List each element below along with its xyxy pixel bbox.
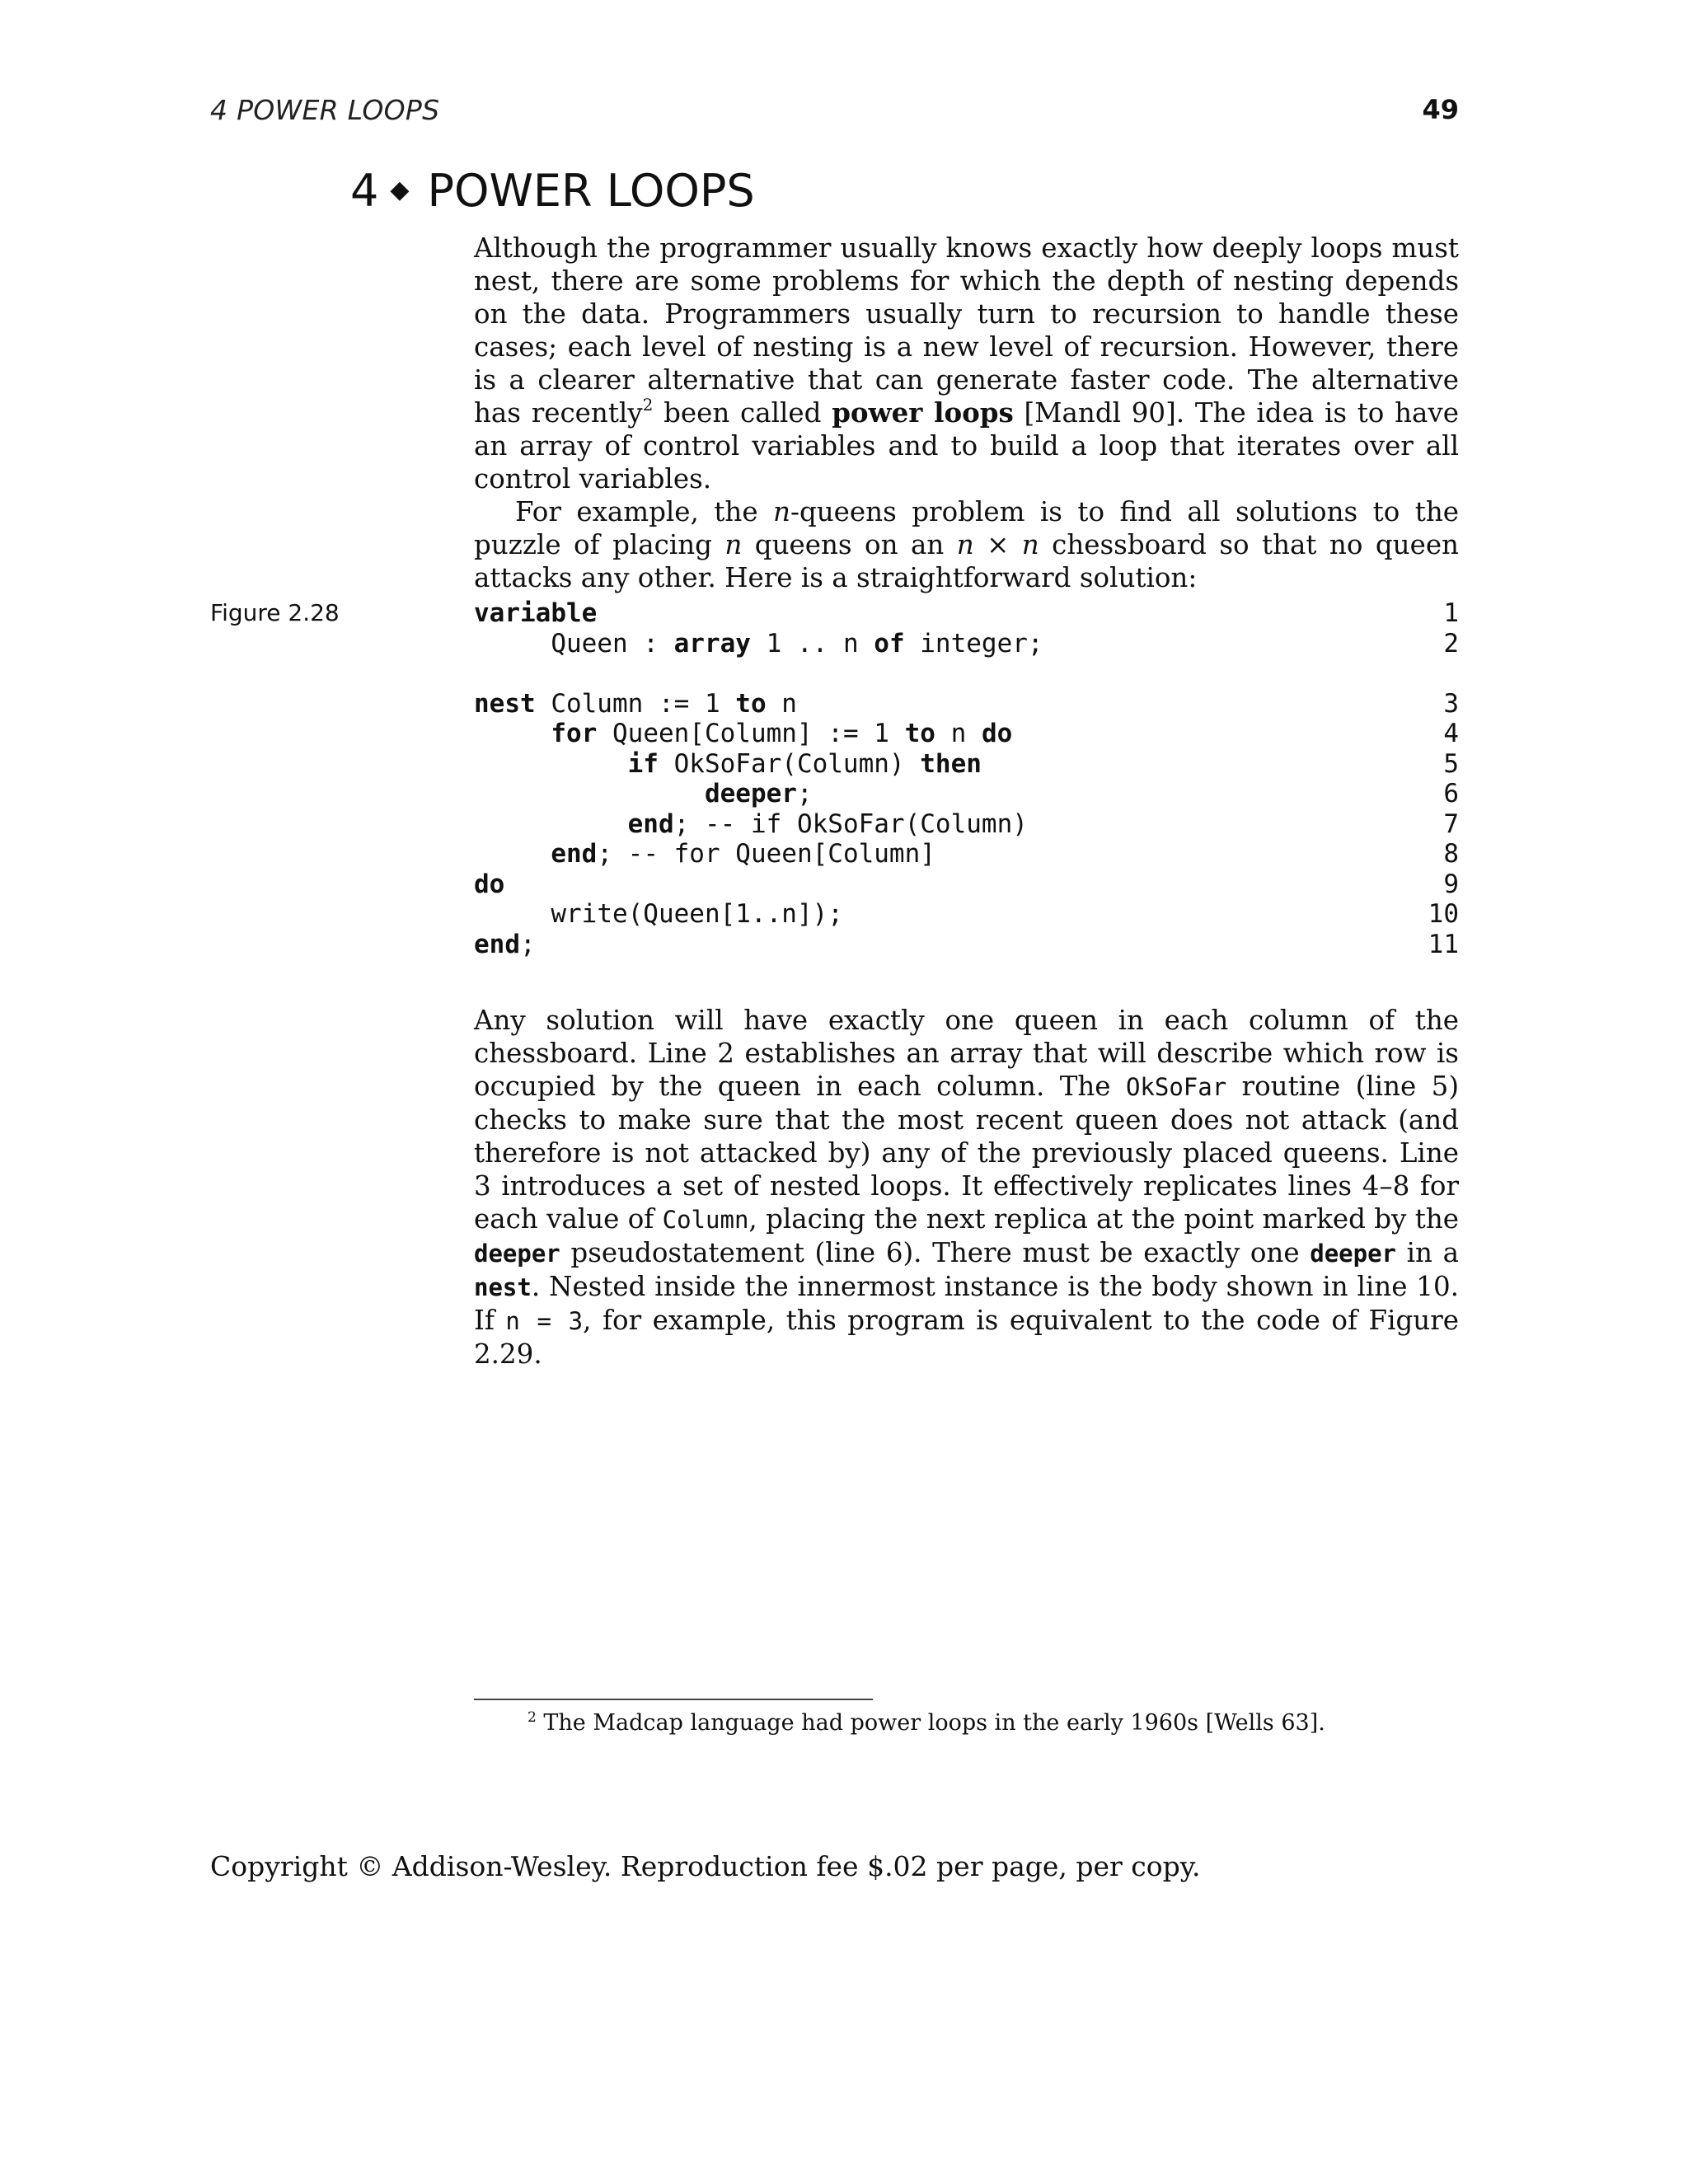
code-token: ; -- if OkSoFar(Column) bbox=[673, 808, 1028, 839]
inline-code: nest bbox=[474, 1273, 532, 1301]
code-token bbox=[474, 719, 551, 748]
code-line bbox=[474, 930, 1459, 960]
code-line bbox=[474, 839, 1459, 869]
text-run: . Nested inside the innermost instance is the body shown in line 10. If bbox=[474, 1271, 1459, 1336]
code-line bbox=[474, 869, 1459, 900]
footnote-rule bbox=[474, 1699, 873, 1700]
code-keyword: variable bbox=[474, 598, 598, 628]
text-run: For example, the bbox=[515, 496, 774, 527]
code-line bbox=[474, 809, 1459, 840]
code-token bbox=[474, 629, 551, 658]
section-number: 4 bbox=[350, 165, 379, 217]
code-token: Column := 1 bbox=[535, 688, 736, 719]
code-text bbox=[474, 749, 982, 779]
code-keyword: end bbox=[551, 839, 598, 869]
explanation-text bbox=[474, 1004, 1459, 1371]
text-run: routine (line 5) checks to make sure that the most recent queen does not attack (and therefore is not attacked by) any of the previously placed queens. Line 3 introduces a set of nested loops. It effectively replicates lines 4–8 for each value of bbox=[474, 1071, 1459, 1235]
intro-text bbox=[474, 232, 1459, 594]
line-number: 3 bbox=[1443, 688, 1459, 719]
line-number: 11 bbox=[1428, 929, 1459, 959]
math-var: n bbox=[956, 529, 974, 560]
code-keyword: array bbox=[673, 628, 751, 658]
code-keyword: to bbox=[735, 688, 767, 719]
defined-term: power loops bbox=[832, 396, 1014, 429]
copyright-notice: Copyright © Addison-Wesley. Reproduction fee $.02 per page, per copy. bbox=[210, 1850, 1201, 1882]
code-keyword: deeper bbox=[704, 779, 797, 808]
code-keyword: for bbox=[551, 719, 598, 748]
code-token: ; bbox=[796, 779, 813, 808]
text-run: pseudostatement (line 6). There must be exactly one bbox=[560, 1237, 1311, 1268]
text-run: queens on an bbox=[742, 529, 957, 560]
code-line bbox=[474, 629, 1459, 659]
text-run: Although the programmer usually knows exactly how deeply loops must nest, there are some problems for which the depth of nesting depends on the data. Programmers usually turn to recursion to handle these cases; each level of nesting is a new level of recursion. However, there is a clearer alternative that can generate faster code. The alternative has recently bbox=[474, 232, 1459, 429]
math-var: n bbox=[1021, 529, 1039, 560]
line-number: 6 bbox=[1443, 779, 1459, 808]
code-token: Queen : bbox=[551, 628, 674, 658]
code-keyword: if bbox=[627, 748, 659, 779]
code-token: integer; bbox=[904, 628, 1043, 658]
code-text bbox=[474, 629, 1043, 658]
explanation-paragraph bbox=[474, 1004, 1459, 1371]
code-text bbox=[474, 899, 843, 929]
line-number: 5 bbox=[1443, 748, 1459, 779]
code-token: Queen[Column] := 1 bbox=[597, 719, 905, 748]
times-symbol: × bbox=[973, 529, 1022, 560]
footnote-mark: 2 bbox=[528, 1709, 537, 1726]
code-token: ; bbox=[520, 929, 536, 959]
code-keyword: end bbox=[474, 929, 520, 959]
intro-paragraph-2 bbox=[474, 495, 1459, 594]
line-number: 9 bbox=[1443, 869, 1459, 899]
inline-code: n = 3 bbox=[505, 1307, 584, 1335]
inline-code: deeper bbox=[474, 1240, 560, 1268]
code-token bbox=[474, 809, 628, 839]
code-keyword: end bbox=[627, 808, 674, 839]
text-run: [Mandl 90]. The idea is to have an array of control variables and to build a loop that iterates over all control variables. bbox=[474, 397, 1459, 494]
math-var: n bbox=[724, 529, 743, 560]
inline-code: Column bbox=[662, 1206, 749, 1234]
code-listing bbox=[474, 598, 1459, 959]
text-run: -queens problem is to find all solutions to the puzzle of placing bbox=[474, 496, 1459, 560]
code-text bbox=[474, 779, 813, 808]
code-line bbox=[474, 689, 1459, 719]
code-keyword: to bbox=[904, 719, 935, 748]
section-heading bbox=[350, 165, 755, 217]
code-keyword: nest bbox=[474, 688, 536, 719]
code-line bbox=[474, 779, 1459, 809]
line-number: 4 bbox=[1443, 719, 1459, 748]
text-run: chessboard so that no queen attacks any other. Here is a straightforward solution: bbox=[474, 529, 1459, 593]
code-token: OkSoFar(Column) bbox=[658, 748, 921, 779]
code-blank-line bbox=[474, 658, 1459, 689]
footnote bbox=[528, 1710, 1325, 1736]
line-number: 1 bbox=[1443, 598, 1459, 628]
code-keyword: of bbox=[874, 628, 905, 658]
text-run: , placing the next replica at the point marked by the bbox=[748, 1203, 1459, 1235]
diamond-icon: ◆ bbox=[390, 176, 410, 204]
code-token: n bbox=[935, 719, 982, 748]
line-number: 7 bbox=[1443, 808, 1459, 839]
section-title: POWER LOOPS bbox=[427, 165, 755, 217]
line-number: 2 bbox=[1443, 628, 1459, 658]
inline-code: OkSoFar bbox=[1125, 1073, 1227, 1101]
code-token bbox=[474, 899, 551, 929]
code-line bbox=[474, 719, 1459, 749]
code-token bbox=[474, 749, 628, 779]
footnote-ref: 2 bbox=[642, 395, 654, 415]
code-keyword: then bbox=[920, 748, 982, 779]
code-token: ; -- for Queen[Column] bbox=[597, 839, 935, 869]
intro-paragraph-1 bbox=[474, 232, 1459, 495]
code-keyword: do bbox=[981, 719, 1013, 748]
code-text bbox=[474, 869, 504, 899]
text-run: been called bbox=[653, 397, 832, 429]
code-line bbox=[474, 598, 1459, 629]
code-text bbox=[474, 719, 1012, 748]
text-run: in a bbox=[1396, 1237, 1459, 1268]
code-token: 1 .. n bbox=[750, 628, 874, 658]
code-text bbox=[474, 930, 536, 959]
running-head: 4 POWER LOOPS bbox=[210, 94, 440, 126]
code-token bbox=[474, 779, 705, 808]
figure-label: Figure 2.28 bbox=[210, 599, 340, 626]
code-line bbox=[474, 899, 1459, 930]
code-token bbox=[474, 839, 551, 869]
line-number: 8 bbox=[1443, 839, 1459, 869]
code-token: n bbox=[766, 688, 797, 719]
page-number: 49 bbox=[1422, 94, 1459, 125]
code-text bbox=[474, 598, 597, 628]
math-var: n bbox=[773, 496, 790, 527]
code-keyword: do bbox=[474, 869, 505, 899]
code-line bbox=[474, 749, 1459, 780]
code-token: write(Queen[1..n]); bbox=[551, 899, 843, 929]
line-number: 10 bbox=[1428, 899, 1459, 929]
footnote-text: The Madcap language had power loops in the early 1960s [Wells 63]. bbox=[536, 1710, 1325, 1736]
inline-code: deeper bbox=[1310, 1240, 1396, 1268]
text-run: , for example, this program is equivalent to the code of Figure 2.29. bbox=[474, 1305, 1459, 1370]
code-text bbox=[474, 689, 797, 719]
text-run: Any solution will have exactly one queen in each column of the chessboard. Line 2 establishes an array that will describe which row is occupied by the queen in each column. The bbox=[474, 1005, 1459, 1102]
code-text bbox=[474, 839, 935, 869]
code-text bbox=[474, 809, 1028, 839]
